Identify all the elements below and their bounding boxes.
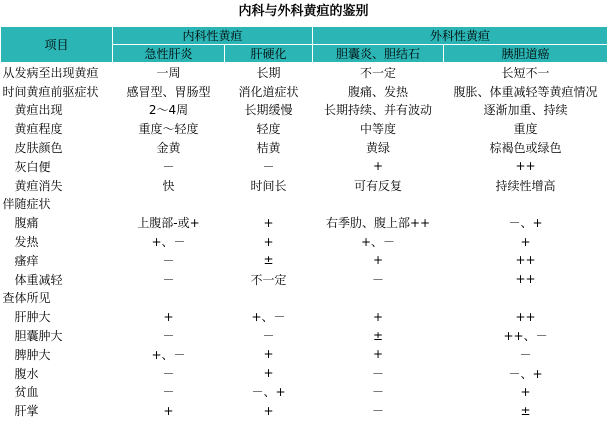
table-cell: 一周	[156, 65, 181, 80]
table-cell: ±	[263, 253, 274, 268]
table-cell: +	[372, 347, 384, 362]
table-cell: －	[372, 272, 385, 287]
table-cell: +	[372, 309, 384, 324]
table-cell: +	[520, 384, 531, 399]
table-row	[1, 383, 607, 402]
table-cell: －	[519, 347, 532, 362]
table-cell: 长期持续、并有波动	[324, 103, 433, 118]
table-cell: 2～4周	[148, 103, 189, 118]
table-cell: －	[162, 366, 175, 381]
table-cell: 消化道症状	[238, 84, 299, 99]
table-cell: ++	[515, 159, 536, 174]
table-row	[1, 195, 607, 214]
table-cell: －、+	[508, 366, 543, 381]
table-cell: 金黄	[156, 141, 181, 156]
row-label: 查体所见	[2, 291, 51, 306]
table-cell: ++	[515, 272, 536, 287]
table-cell: +	[263, 366, 274, 381]
table-cell: 持续性增高	[495, 178, 556, 193]
row-label: 黄疸程度	[14, 122, 63, 137]
table-row	[1, 401, 607, 420]
table-cell: 长期缓慢	[244, 103, 293, 118]
table-row	[1, 232, 607, 251]
table-cell: 中等度	[360, 122, 397, 137]
table-cell: ++	[515, 309, 536, 324]
table-cell: 腹痛、发热	[348, 84, 409, 99]
table-row	[1, 138, 607, 157]
table-cell: ++、－	[503, 329, 548, 344]
table-cell: 重度	[513, 122, 538, 137]
row-label: 脾肿大	[14, 347, 51, 362]
table-cell: －	[372, 404, 385, 419]
table-cell	[313, 289, 444, 308]
table-cell: +、－	[151, 235, 186, 250]
table-row	[1, 270, 607, 289]
row-label: 灰白便	[14, 159, 51, 174]
table-cell: 桔黄	[256, 141, 281, 156]
row-label: 体重减轻	[14, 272, 63, 287]
table-body	[1, 63, 607, 421]
table-cell: +、－	[151, 347, 186, 362]
header-item: 项目	[1, 27, 113, 63]
table-row	[1, 364, 607, 383]
table-cell: +	[263, 347, 274, 362]
row-label: 胆囊肿大	[14, 329, 63, 344]
table-row	[1, 119, 607, 138]
table-cell: 腹胀、体重减轻等黄疸情况	[453, 84, 598, 99]
row-label: 贫血	[14, 385, 39, 400]
table-cell: －	[372, 385, 385, 400]
table-cell: 右季肋、腹上部++	[325, 216, 431, 231]
row-label: 时间黄疸前驱症状	[2, 84, 99, 99]
table-cell: 轻度	[256, 122, 281, 137]
row-label: 伴随症状	[2, 197, 51, 212]
jaundice-comparison-table	[0, 26, 607, 420]
table-cell: 黄绿	[366, 141, 391, 156]
table-cell	[113, 289, 225, 308]
table-cell	[113, 195, 225, 214]
table-cell: +、－	[251, 310, 286, 325]
table-cell	[444, 289, 607, 308]
table-cell: +	[372, 159, 384, 174]
table-row	[1, 157, 607, 176]
table-cell: +	[163, 309, 174, 324]
table-row	[1, 63, 607, 82]
table-cell	[313, 195, 444, 214]
table-cell: －	[262, 329, 275, 344]
table-cell: 棕褐色或绿色	[489, 141, 562, 156]
table-row	[1, 307, 607, 326]
row-label: 瘙痒	[14, 253, 39, 268]
row-label: 肝掌	[14, 404, 39, 419]
table-cell: －	[262, 159, 275, 174]
row-label: 发热	[14, 235, 39, 250]
table-cell: +	[263, 215, 274, 230]
table-cell: －、+	[251, 385, 286, 400]
table-cell: 重度～轻度	[138, 122, 199, 137]
header-sub-cholecystitis: 胆囊炎、胆结石	[313, 45, 444, 63]
row-label: 从发病至出现黄疸	[2, 65, 99, 80]
header-sub-cirrhosis: 肝硬化	[225, 45, 313, 63]
table-row	[1, 345, 607, 364]
table-row	[1, 213, 607, 232]
header-sub-acute-hepatitis: 急性肝炎	[113, 45, 225, 63]
table-row	[1, 326, 607, 345]
table-cell: +、－	[360, 235, 396, 250]
table-cell: －	[162, 159, 175, 174]
table-row	[1, 101, 607, 120]
table-cell: 时间长	[250, 178, 287, 193]
row-label: 腹痛	[14, 216, 39, 231]
table-cell: 可有反复	[354, 178, 403, 193]
table-cell: －、+	[508, 216, 543, 231]
table-cell: ±	[520, 403, 531, 418]
table-cell: －	[162, 329, 175, 344]
table-cell: 长期	[256, 65, 281, 80]
table-cell: +	[163, 403, 174, 418]
table-cell: 不一定	[250, 272, 287, 287]
row-label: 肝肿大	[14, 310, 51, 325]
row-label: 黄疸消失	[14, 178, 63, 193]
table-row	[1, 82, 607, 101]
table-cell: －	[162, 272, 175, 287]
table-cell: 上腹部-或+	[137, 216, 200, 231]
table-cell: －	[372, 366, 385, 381]
table-cell	[444, 195, 607, 214]
table-row	[1, 289, 607, 308]
table-cell: +	[263, 403, 274, 418]
table-cell	[225, 195, 313, 214]
table-cell: +	[520, 234, 531, 249]
page-title: 内科与外科黄疸的鉴别	[238, 4, 369, 19]
table-cell: ±	[372, 328, 384, 343]
table-cell: 长短不一	[501, 65, 550, 80]
row-label: 黄疸出现	[14, 103, 63, 118]
table-cell: 不一定	[360, 65, 397, 80]
header-surgical: 外科性黄疸	[313, 27, 607, 45]
table-cell: －	[162, 253, 175, 268]
header-sub-pancreatic-cancer: 胰胆道癌	[444, 45, 607, 63]
table-row	[1, 251, 607, 270]
table-cell: －	[162, 385, 175, 400]
header-internal: 内科性黄疸	[113, 27, 313, 45]
table-row	[1, 176, 607, 195]
table-cell: +	[372, 253, 384, 268]
row-label: 腹水	[14, 366, 39, 381]
table-cell: +	[263, 234, 274, 249]
table-cell: ++	[515, 253, 536, 268]
table-cell	[225, 289, 313, 308]
table-cell: 逐渐加重、持续	[483, 103, 568, 118]
table-cell: 快	[162, 178, 175, 193]
table-cell: 感冒型、胃肠型	[126, 84, 211, 99]
row-label: 皮肤颜色	[14, 141, 63, 156]
